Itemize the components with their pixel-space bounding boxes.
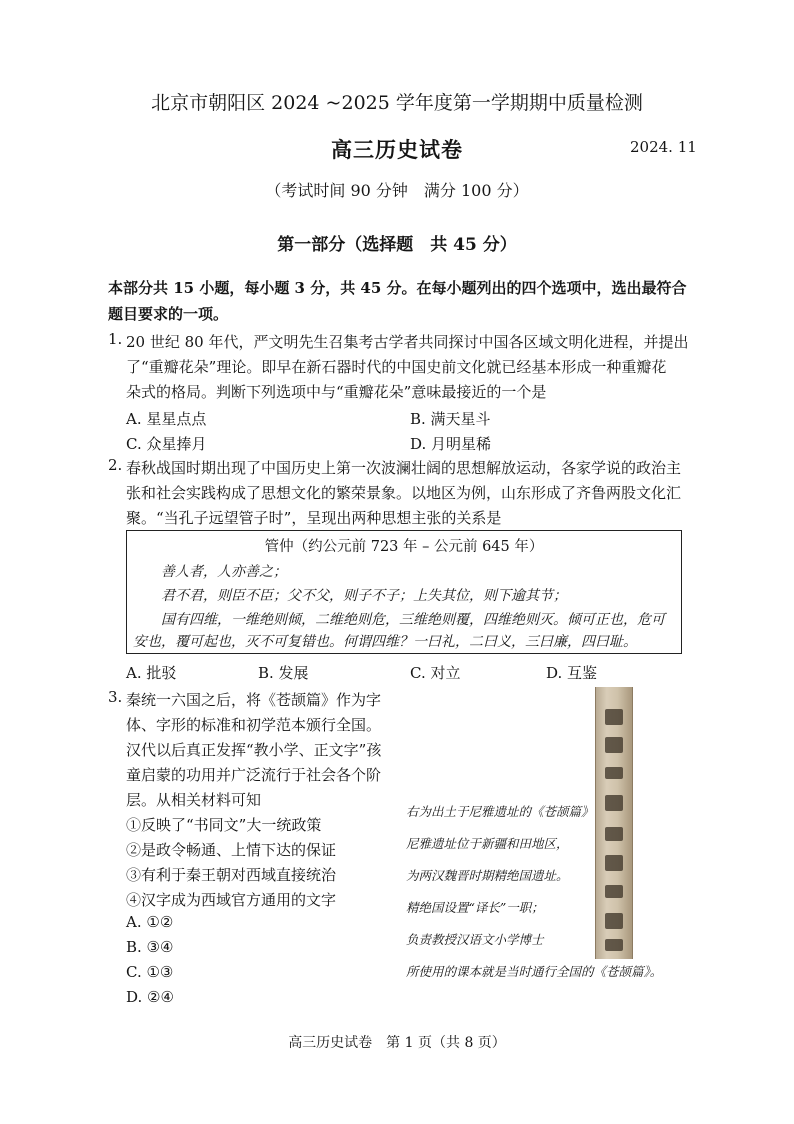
source-quote-box (126, 530, 682, 654)
image-caption-line: 精绝国设置“译长”一职； (406, 900, 544, 915)
option-b: B. 满天星斗 (410, 410, 491, 428)
quote-line: 善人者，人亦善之； (161, 564, 287, 580)
option-a: A. ①② (126, 913, 174, 931)
image-caption-line: 右为出土于尼雅遗址的《苍颉篇》 (406, 804, 594, 819)
statement-2: ②是政令畅通、上情下达的保证 (126, 841, 337, 859)
question-stem-line: 春秋战国时期出现了中国历史上第一次波澜壮阔的思想解放运动，各家学说的政治主 (126, 459, 682, 477)
image-caption-line: 尼雅遗址位于新疆和田地区， (406, 836, 569, 851)
exam-title: 北京市朝阳区 2024 ~2025 学年度第一学期期中质量检测 (151, 92, 643, 114)
option-b: B. ③④ (126, 938, 174, 956)
option-b: B. 发展 (258, 664, 309, 682)
quote-line: 君不君，则臣不臣；父不父，则子不子；上失其位，则下逾其节； (161, 588, 567, 604)
image-caption-line: 为两汉魏晋时期精绝国遗址。 (406, 868, 569, 883)
statement-3: ③有利于秦王朝对西域直接统治 (126, 866, 337, 884)
option-a: A. 星星点点 (126, 410, 207, 428)
statement-1: ①反映了“书同文”大一统政策 (126, 816, 322, 834)
option-d: D. ②④ (126, 988, 174, 1006)
exam-info: （考试时间 90 分钟 满分 100 分） (265, 181, 529, 200)
image-caption-line: 所使用的课本就是当时通行全国的《苍颉篇》。 (406, 964, 663, 979)
statement-4: ④汉字成为西域官方通用的文字 (126, 891, 337, 909)
question-stem-line: 秦统一六国之后，将《苍颉篇》作为字 (126, 691, 382, 709)
question-number: 2. (108, 456, 123, 474)
question-stem-line: 了“重瓣花朵”理论。即早在新石器时代的中国史前文化就已经基本形成一种重瓣花 (126, 358, 667, 376)
question-stem-line: 朵式的格局。判断下列选项中与“重瓣花朵”意味最接近的一个是 (126, 383, 547, 401)
section-title: 第一部分（选择题 共 45 分） (277, 235, 517, 255)
quote-title: 管仲（约公元前 723 年 – 公元前 645 年） (264, 539, 544, 555)
question-stem-line: 张和社会实践构成了思想文化的繁荣景象。以地区为例，山东形成了齐鲁两股文化汇 (126, 484, 682, 502)
option-a: A. 批驳 (126, 664, 177, 682)
section-intro-line-2: 题目要求的一项。 (108, 305, 229, 323)
option-c: C. 众星捧月 (126, 435, 207, 453)
question-stem-line: 聚。“当孔子远望管子时”，呈现出两种思想主张的关系是 (126, 509, 502, 527)
question-number: 1. (108, 330, 123, 348)
question-stem-line: 汉代以后真正发挥“教小学、正文字”孩 (126, 741, 382, 759)
option-c: C. ①③ (126, 963, 174, 981)
option-d: D. 月明星稀 (410, 435, 492, 453)
option-c: C. 对立 (410, 664, 461, 682)
option-d: D. 互鉴 (546, 664, 598, 682)
section-intro-line-1: 本部分共 15 小题，每小题 3 分，共 45 分。在每小题列出的四个选项中，选出最符合 (108, 279, 687, 297)
image-caption-line: 负责教授汉语文小学博士 (406, 932, 544, 947)
page-footer: 高三历史试卷 第 1 页（共 8 页） (288, 1035, 506, 1051)
paper-title: 高三历史试卷 (331, 137, 463, 162)
question-number: 3. (108, 688, 123, 706)
bamboo-slip-image (595, 687, 633, 959)
exam-date: 2024. 11 (630, 138, 697, 156)
question-stem-line: 体、字形的标准和初学范本颁行全国。 (126, 716, 382, 734)
question-stem-line: 20 世纪 80 年代，严文明先生召集考古学者共同探讨中国各区域文明化进程，并提出 (126, 333, 689, 351)
question-stem-line: 层。从相关材料可知 (126, 791, 262, 809)
question-stem-line: 童启蒙的功用并广泛流行于社会各个阶 (126, 766, 382, 784)
quote-line: 安也，覆可起也，灭不可复错也。何谓四维？一曰礼，二曰义，三曰廉，四曰耻。 (133, 634, 637, 650)
quote-line: 国有四维，一维绝则倾，二维绝则危，三维绝则覆，四维绝则灭。倾可正也，危可 (161, 612, 665, 628)
